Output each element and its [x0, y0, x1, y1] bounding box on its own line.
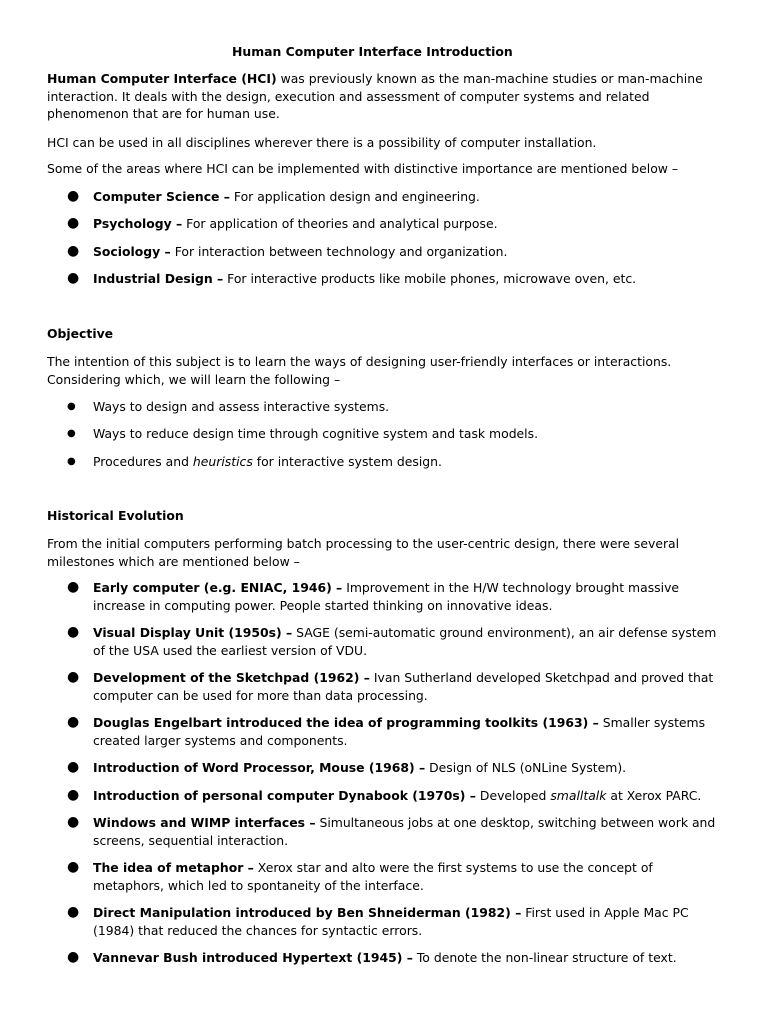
history-item-term: Visual Display Unit (1950s) – — [93, 625, 293, 640]
bullet-icon: ● — [67, 215, 80, 231]
history-item-term: Windows and WIMP interfaces – — [93, 815, 316, 830]
bullet-icon: ● — [67, 456, 76, 467]
bullet-icon: ● — [67, 759, 80, 775]
objective-item-text: for interactive system design. — [252, 454, 442, 469]
area-term: Psychology – — [93, 216, 183, 231]
history-item-emphasis: smalltalk — [550, 788, 607, 803]
objective-item-emphasis: heuristics — [192, 454, 253, 469]
area-text: For application of theories and analytical purpose. — [182, 216, 498, 231]
history-heading: Historical Evolution — [47, 508, 184, 523]
history-item-text: Developed — [475, 788, 551, 803]
history-item-text: Smaller systems created larger systems and components. — [93, 715, 706, 748]
history-item-term: Introduction of Word Processor, Mouse (1968) – — [93, 760, 426, 775]
history-item-text: First used in Apple Mac PC (1984) that reduced the chances for syntactic errors. — [93, 905, 689, 938]
bullet-icon: ● — [67, 714, 80, 730]
history-item-text: To denote the non-linear structure of text. — [412, 950, 677, 965]
bullet-icon: ● — [67, 428, 76, 439]
intro-term: Human Computer Interface (HCI) — [47, 71, 277, 86]
history-item-term: Early computer (e.g. ENIAC, 1946) – — [93, 580, 343, 595]
history-item-term: Direct Manipulation introduced by Ben Shneiderman (1982) – — [93, 905, 522, 920]
objective-item-text: Ways to design and assess interactive systems. — [93, 399, 390, 414]
objective-item-text: Ways to reduce design time through cognitive system and task models. — [93, 426, 539, 441]
area-text: For interactive products like mobile phones, microwave oven, etc. — [223, 271, 637, 286]
bullet-icon: ● — [67, 859, 80, 875]
objective-heading: Objective — [47, 326, 114, 341]
intro-paragraph — [47, 70, 719, 123]
area-term: Sociology – — [93, 244, 171, 259]
area-term: Industrial Design – — [93, 271, 224, 286]
bullet-icon: ● — [67, 669, 80, 685]
history-item-term: Development of the Sketchpad (1962) – — [93, 670, 370, 685]
history-paragraph: From the initial computers performing batch processing to the user-centric design, there were several milestones which are mentioned below – — [47, 536, 680, 569]
history-item-text: Improvement in the H/W technology brought massive increase in computing power. People started thinking on innovative ideas. — [93, 580, 680, 613]
area-term: Computer Science – — [93, 189, 230, 204]
intro-text: was previously known as the man-machine studies or man-machine interaction. It deals with the design, execution and assessment of computer systems and related phenomenon that are for human use. — [47, 71, 703, 122]
bullet-icon: ● — [67, 243, 80, 259]
document-title: Human Computer Interface Introduction — [232, 44, 513, 59]
area-text: For application design and engineering. — [229, 189, 480, 204]
bullet-icon: ● — [67, 401, 76, 412]
disciplines-paragraph: HCI can be used in all disciplines wherever there is a possibility of computer installation. — [47, 135, 597, 150]
areas-paragraph: Some of the areas where HCI can be implemented with distinctive importance are mentioned below – — [47, 161, 679, 176]
objective-item-text: Procedures and — [93, 454, 193, 469]
bullet-icon: ● — [67, 579, 80, 595]
history-item-text: Ivan Sutherland developed Sketchpad and proved that computer can be used for more than data processing. — [93, 670, 714, 703]
bullet-icon: ● — [67, 624, 80, 640]
history-item-text: Xerox star and alto were the first systems to use the concept of metaphors, which led to spontaneity of the interface. — [93, 860, 653, 893]
history-item-text: Simultaneous jobs at one desktop, switching between work and screens, sequential interaction. — [93, 815, 716, 848]
objective-paragraph: The intention of this subject is to learn the ways of designing user-friendly interfaces or interactions. Considering which, we will learn the following – — [47, 354, 672, 387]
history-item-term: Introduction of personal computer Dynabook (1970s) – — [93, 788, 476, 803]
area-text: For interaction between technology and organization. — [170, 244, 508, 259]
bullet-icon: ● — [67, 188, 80, 204]
bullet-icon: ● — [67, 949, 80, 965]
history-item-text: Design of NLS (oNLine System). — [425, 760, 627, 775]
history-item-term: Douglas Engelbart introduced the idea of programming toolkits (1963) – — [93, 715, 599, 730]
bullet-icon: ● — [67, 787, 80, 803]
bullet-icon: ● — [67, 904, 80, 920]
history-item-term: The idea of metaphor – — [93, 860, 254, 875]
history-item-text: SAGE (semi-automatic ground environment), an air defense system of the USA used the earliest version of VDU. — [93, 625, 717, 658]
bullet-icon: ● — [67, 270, 80, 286]
history-item-text: at Xerox PARC. — [606, 788, 702, 803]
bullet-icon: ● — [67, 814, 80, 830]
history-item-term: Vannevar Bush introduced Hypertext (1945) – — [93, 950, 413, 965]
